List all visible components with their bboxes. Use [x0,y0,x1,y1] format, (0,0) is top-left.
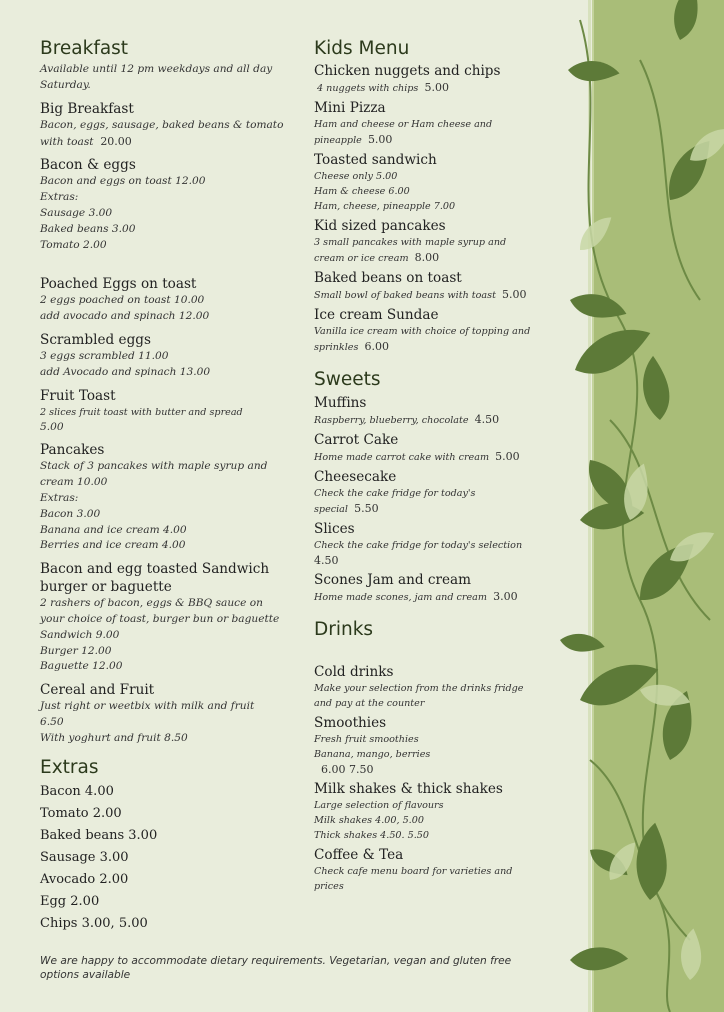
item-line: 3 eggs scrambled 11.00 [40,350,169,363]
item-line: Banana and ice cream 4.00 [40,523,187,536]
menu-item-kid-pancakes [314,217,539,266]
menu-item-scrambled-eggs [40,331,290,381]
list-item: Bacon 4.00 [40,783,114,799]
item-line: add avocado and spinach 12.00 [40,310,210,323]
item-line: Berries and ice cream 4.00 [40,539,186,552]
breakfast-heading: Breakfast [40,38,129,59]
menu-item-baked-beans-toast [314,269,539,303]
leaf-decoration [550,0,724,1012]
item-name: Carrot Cake [314,431,399,448]
menu-item-pancakes [40,441,290,554]
item-desc: Home made carrot cake with cream 5.00 [314,449,520,463]
menu-item-cereal-fruit [40,681,290,746]
extras-heading: Extras [40,756,99,778]
item-name: Poached Eggs on toast [40,276,197,293]
item-name: Cereal and Fruit [40,682,155,699]
menu-item-scones [314,571,539,605]
item-line: Extras: [40,492,79,505]
item-line: add Avocado and spinach 13.00 [40,365,211,378]
item-name: Big Breakfast [40,100,134,117]
menu-item-coffee-tea [314,846,539,894]
extras-list [40,781,290,935]
menu-item-ice-cream-sundae [314,306,539,355]
menu-item-milk-shakes [314,780,539,843]
item-desc: Raspberry, blueberry, chocolate 4.50 [314,412,500,426]
item-price: 6.00 [364,340,389,354]
item-line: Bacon 3.00 [40,507,101,520]
item-line: Tomato 2.00 [40,238,107,251]
item-name: Scrambled eggs [40,332,151,349]
item-name: Mini Pizza [314,100,386,117]
menu-item-bacon-egg-sandwich [40,560,290,675]
item-line: Extras: [40,191,79,204]
item-desc: Small bowl of baked beans with toast 5.00 [314,288,527,302]
item-desc: Make your selection from the drinks fridge and pay at the counter [314,682,524,709]
item-price: 5.00 [367,133,393,147]
item-name: Cheesecake [314,468,397,485]
item-desc: 3 small pancakes with maple syrup and cream or ice cream 8.00 [314,237,507,265]
item-name: Scones Jam and cream [314,572,472,589]
item-line: Cheese only 5.00 [314,171,398,183]
menu-item-mini-pizza [314,99,539,148]
item-name: Pancakes [40,442,105,459]
item-price: 5.00 [40,420,64,433]
menu-item-chicken-nuggets [314,62,539,96]
item-line: Ham & cheese 6.00 [314,186,410,198]
item-line: Sandwich 9.00 [40,628,120,641]
item-line: Just right or weetbix with milk and fruit [40,700,255,713]
item-name: Bacon and egg toasted Sandwich burger or baguette [40,561,270,596]
menu-item-fruit-toast [40,387,290,436]
item-name: Cold drinks [314,663,394,680]
menu-item-carrot-cake [314,431,539,465]
item-line: 2 eggs poached on toast 10.00 [40,294,205,307]
list-item: Sausage 3.00 [40,849,129,865]
item-price: 6.00 7.50 [321,762,374,776]
item-name: Muffins [314,394,367,411]
list-item: Tomato 2.00 [40,805,122,821]
item-name: Slices [314,520,355,537]
item-line: With yoghurt and fruit 8.50 [40,731,188,744]
item-name: Milk shakes & thick shakes [314,781,503,798]
dietary-note: We are happy to accommodate dietary requirements. Vegetarian, vegan and gluten free options available [40,955,512,981]
item-name: Chicken nuggets and chips [314,63,501,80]
sweets-heading: Sweets [314,369,381,391]
item-name: Baked beans on toast [314,270,462,287]
item-price: 3.00 [493,590,518,604]
menu-item-bacon-eggs [40,156,290,253]
item-name: Fruit Toast [40,387,116,404]
item-line: Burger 12.00 [40,644,112,657]
item-name: Smoothies [314,714,387,731]
list-item: Avocado 2.00 [40,871,129,887]
menu-item-muffins [314,394,539,428]
item-desc: Vanilla ice cream with choice of topping and sprinkles 6.00 [314,326,531,354]
item-name: Bacon & eggs [40,157,136,174]
breakfast-intro: Available until 12 pm weekdays and all day Saturday. [40,63,273,92]
item-line: Bacon and eggs on toast 12.00 [40,175,206,188]
item-desc: 4 nuggets with chips 5.00 [317,81,449,95]
item-line: Large selection of flavours [314,800,444,812]
menu-item-slices [314,520,539,569]
left-column [40,38,290,935]
item-line: Fresh fruit smoothies [314,733,419,745]
menu-item-big-breakfast [40,100,290,151]
menu-item-cold-drinks [314,663,539,711]
item-name: Kid sized pancakes [314,218,446,235]
item-price: 20.00 [100,134,132,148]
list-item: Egg 2.00 [40,893,100,909]
item-desc: Bacon, eggs, sausage, baked beans & tomato with toast 20.00 [40,118,284,148]
menu-item-poached-eggs [40,275,290,325]
item-line: Stack of 3 pancakes with maple syrup and cream 10.00 [40,460,268,489]
menu-item-smoothies [314,714,539,778]
item-line: Baked beans 3.00 [40,222,136,235]
item-line: Ham, cheese, pineapple 7.00 [314,201,456,213]
item-line: Sausage 3.00 [40,207,113,220]
item-desc: Check the cake fridge for today's special 5.50 [314,487,476,515]
item-line: 6.50 [40,715,64,728]
item-desc: Home made scones, jam and cream 3.00 [314,590,518,604]
item-line: Thick shakes 4.50. 5.50 [314,830,429,842]
item-price: 5.00 [502,288,527,302]
item-price: 5.00 [495,449,520,463]
item-line: Baguette 12.00 [40,660,123,673]
item-price: 8.00 [414,251,440,265]
list-item: Chips 3.00, 5.00 [40,915,148,931]
item-name: Toasted sandwich [314,152,437,169]
item-desc: Check the cake fridge for today's selection [314,539,523,551]
list-item: Baked beans 3.00 [40,827,158,843]
menu-item-toasted-sandwich [314,151,539,214]
item-name: Coffee & Tea [314,847,404,864]
item-name: Ice cream Sundae [314,307,439,324]
item-price: 4.50 [314,553,339,567]
kids-menu-heading: Kids Menu [314,38,410,59]
item-price: 5.50 [354,501,379,515]
item-desc: Check cafe menu board for varieties and prices [314,866,513,893]
item-desc: Ham and cheese or Ham cheese and pineapple 5.00 [314,119,493,147]
item-price: 4.50 [474,412,500,426]
item-price: 5.00 [424,81,449,95]
middle-column [314,38,539,900]
menu-item-cheesecake [314,468,539,517]
item-line: Banana, mango, berries [314,748,431,760]
drinks-heading: Drinks [314,619,374,641]
item-line: 2 slices fruit toast with butter and spread [40,406,243,418]
item-line: Milk shakes 4.00, 5.00 [314,815,424,827]
item-line: 2 rashers of bacon, eggs & BBQ sauce on your choice of toast, burger bun or baguette [40,597,280,625]
